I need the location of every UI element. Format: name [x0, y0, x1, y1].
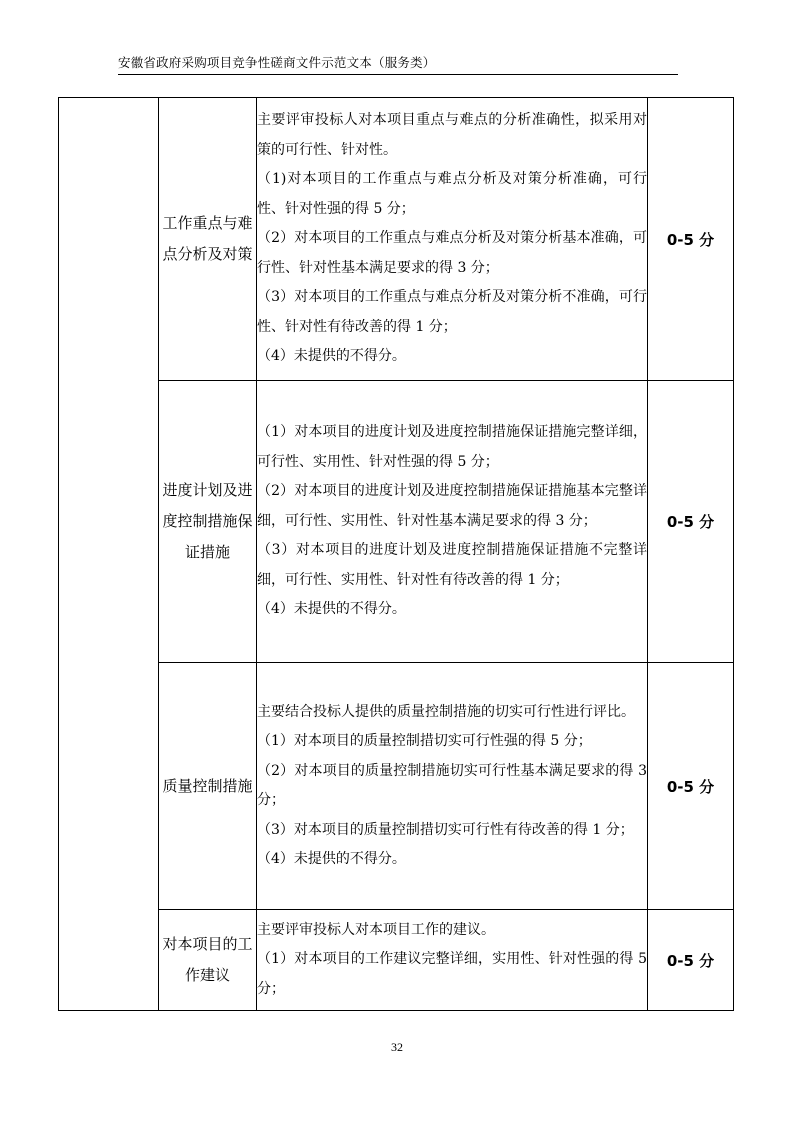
criteria-line: （1）对本项目的质量控制措切实可行性强的得 5 分；	[257, 733, 592, 749]
criteria-line: （4）未提供的不得分。	[257, 348, 406, 365]
criteria-line: （3）对本项目的进度计划及进度控制措施保证措施不完整详细，可行性、实用性、针对性有待改善的得 1 分；	[257, 542, 647, 588]
criteria-cell	[257, 663, 648, 910]
scoring-table	[58, 97, 734, 1011]
criteria-line: （3）对本项目的工作重点与难点分析及对策分析不准确，可行性、针对性有待改善的得 1 分；	[257, 289, 647, 335]
criteria-line: （4）未提供的不得分。	[257, 601, 406, 618]
criteria-line: （2）对本项目的质量控制措施切实可行性基本满足要求的得 3 分；	[257, 762, 647, 808]
header-rule	[118, 74, 678, 75]
criteria-line: （3）对本项目的质量控制措切实可行性有待改善的得 1 分；	[257, 821, 634, 838]
criteria-line: （2）对本项目的进度计划及进度控制措施保证措施基本完整详细，可行性、实用性、针对性基本满足要求的得 3 分；	[257, 483, 647, 529]
criteria-line: 主要评审投标人对本项目重点与难点的分析准确性，拟采用对策的可行性、针对性。	[257, 112, 647, 158]
item-name-cell: 对本项目的工作建议	[159, 910, 257, 1011]
category-cell	[59, 98, 159, 1011]
criteria-line: （1）对本项目的进度计划及进度控制措施保证措施完整详细，可行性、实用性、针对性强的得 5 分；	[257, 424, 647, 470]
criteria-cell	[257, 98, 648, 381]
score-cell: 0-5 分	[648, 381, 734, 663]
item-name-cell: 质量控制措施	[159, 663, 257, 910]
criteria-line: （4）未提供的不得分。	[257, 851, 406, 867]
table-row	[59, 98, 734, 381]
table-row	[59, 663, 734, 910]
table-row	[59, 910, 734, 1011]
criteria-cell	[257, 910, 648, 1011]
score-cell: 0-5 分	[648, 663, 734, 910]
score-cell: 0-5 分	[648, 910, 734, 1011]
criteria-line: 主要结合投标人提供的质量控制措施的切实可行性进行评比。	[257, 703, 635, 720]
table-row	[59, 381, 734, 663]
criteria-cell	[257, 381, 648, 663]
criteria-line: （1）对本项目的工作建议完整详细，实用性、针对性强的得 5 分；	[257, 951, 647, 997]
criteria-line: （1)对本项目的工作重点与难点分析及对策分析准确，可行性、针对性强的得 5 分；	[257, 171, 647, 217]
item-name-cell: 进度计划及进度控制措施保证措施	[159, 381, 257, 663]
item-name-cell: 工作重点与难点分析及对策	[159, 98, 257, 381]
page-number: 32	[391, 1040, 403, 1054]
score-cell: 0-5 分	[648, 98, 734, 381]
criteria-line: （2）对本项目的工作重点与难点分析及对策分析基本准确，可行性、针对性基本满足要求的得 3 分；	[257, 230, 647, 276]
criteria-line: 主要评审投标人对本项目工作的建议。	[257, 921, 495, 938]
document-header: 安徽省政府采购项目竞争性磋商文件示范文本（服务类）	[118, 55, 436, 70]
